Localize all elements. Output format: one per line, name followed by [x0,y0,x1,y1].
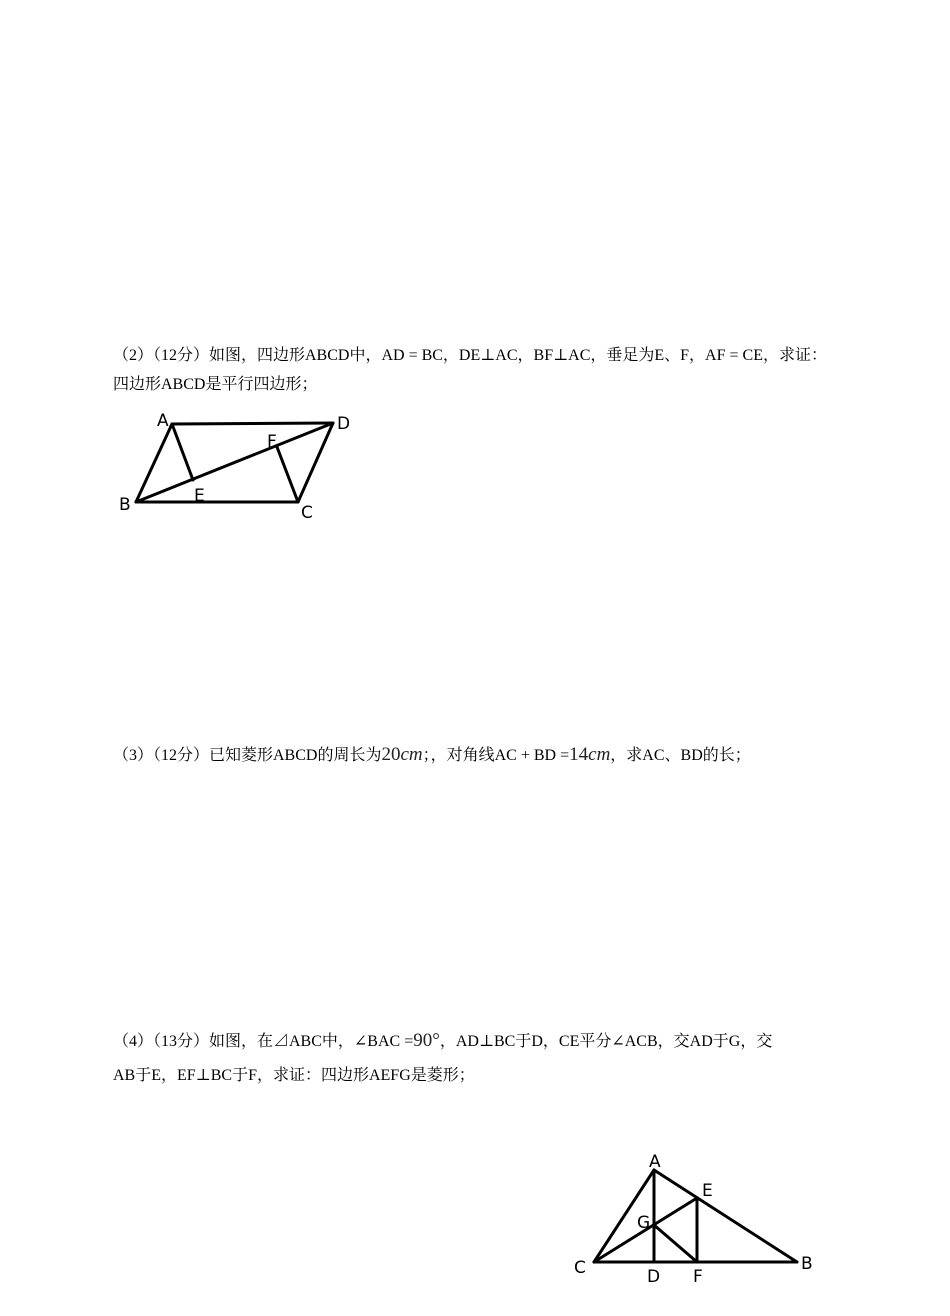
label-e: E [194,486,205,506]
segment-ab [654,1170,797,1262]
segment-gf [654,1225,697,1262]
angle-value: 90° [413,1030,440,1051]
segment-ae [172,424,193,480]
label-a: A [157,411,169,431]
problem-4-text-line-1 [113,1031,772,1052]
label-e: E [702,1181,713,1201]
label-f: F [693,1267,703,1287]
problem-4-text-b: ，AD⊥BC于D，CE平分∠ACB，交AD于G，交 [439,1033,773,1050]
segment-ad [172,423,333,424]
perimeter-value: 20cm [381,744,423,765]
segment-cf [277,447,298,502]
label-b: B [801,1254,813,1274]
problem-4-text-line-2: AB于E，EF⊥BC于F，求证：四边形AEFG是菱形； [113,1067,475,1084]
problem-4-figure [570,1150,820,1290]
problem-3-text-a: （3）（12分）已知菱形ABCD的周长为 [113,747,382,764]
problem-4-text-a: （4）（13分）如图，在⊿ABC中，∠BAC = [113,1033,414,1050]
label-f: F [267,432,277,452]
problem-3-text-c: ，求AC、BD的长； [610,747,751,764]
label-b: B [119,495,131,515]
diagonal-sum-value: 14cm [569,744,611,765]
problem-3-text [113,745,751,766]
label-d: D [337,414,351,434]
problem-2-figure [115,410,355,523]
label-g: G [637,1213,651,1233]
label-a: A [649,1152,661,1172]
problem-2-text-line-2: 四边形ABCD是平行四边形； [113,376,318,393]
problem-3-text-b: ；，对角线AC + BD = [422,747,570,764]
label-c: C [574,1258,586,1278]
label-d: D [647,1267,661,1287]
problem-2-text-line-1: （2）（12分）如图，四边形ABCD中，AD = BC，DE⊥AC，BF⊥AC，垂足为E、F，AF = CE，求证： [113,347,827,364]
label-c: C [301,503,313,523]
